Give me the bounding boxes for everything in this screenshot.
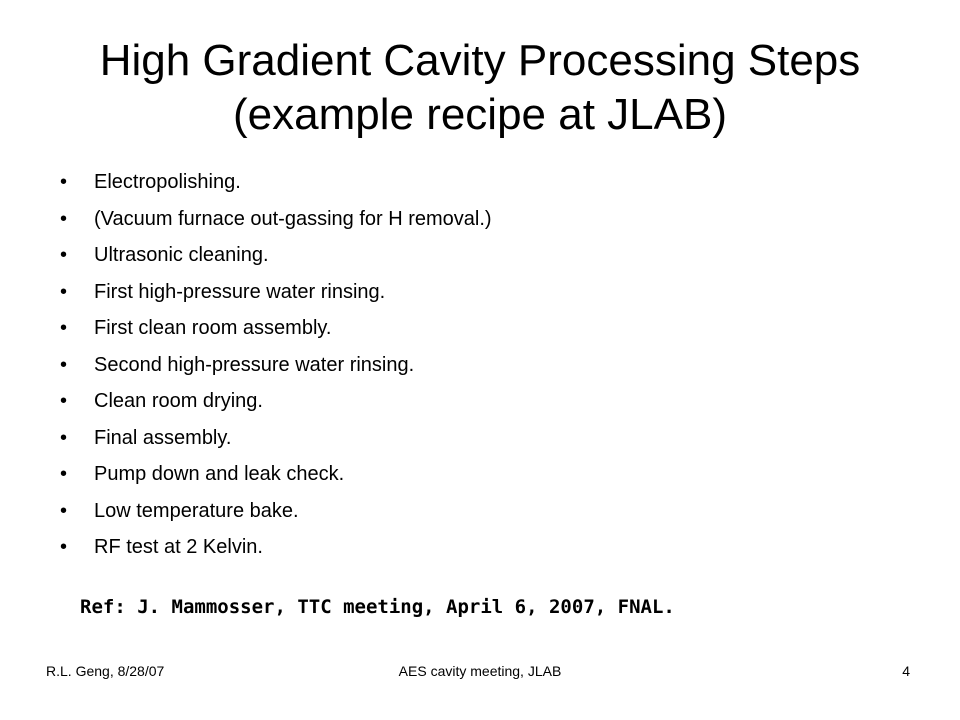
list-item (60, 499, 920, 536)
bullet-icon: • (60, 463, 68, 485)
bullet-icon: • (60, 499, 68, 522)
list-item-text: Clean room drying. (94, 390, 263, 412)
list-item-text: First high-pressure water rinsing. (94, 280, 386, 303)
bullet-icon: • (60, 426, 68, 449)
list-item-text: (Vacuum furnace out-gassing for H removal.) (94, 207, 492, 230)
list-item-text: RF test at 2 Kelvin. (94, 536, 263, 558)
slide-title-line-2: (example recipe at JLAB) (233, 90, 727, 139)
bullet-icon: • (60, 244, 68, 266)
list-item (60, 462, 920, 499)
slide-title-line-1: High Gradient Cavity Processing Steps (99, 36, 861, 85)
list-item-text: Electropolishing. (94, 171, 241, 193)
list-item-text: Ultrasonic cleaning. (94, 244, 269, 266)
list-item (60, 280, 920, 317)
list-item (60, 353, 920, 390)
slide-title (0, 34, 960, 142)
list-item-text: Second high-pressure water rinsing. (94, 353, 415, 376)
bullet-icon: • (60, 207, 68, 230)
bullet-icon: • (60, 353, 68, 376)
bullet-icon: • (60, 317, 68, 339)
list-item (60, 426, 920, 463)
bullet-icon: • (60, 536, 68, 558)
processing-steps-list (60, 170, 920, 572)
list-item (60, 535, 920, 572)
bullet-icon: • (60, 390, 68, 412)
list-item (60, 316, 920, 353)
list-item (60, 207, 920, 244)
footer-author-date: R.L. Geng, 8/28/07 (46, 663, 165, 679)
list-item-text: Low temperature bake. (94, 499, 299, 522)
list-item-text: First clean room assembly. (94, 317, 332, 339)
footer-event: AES cavity meeting, JLAB (398, 663, 562, 679)
bullet-icon: • (60, 171, 68, 193)
list-item (60, 243, 920, 280)
list-item-text: Final assembly. (94, 426, 232, 449)
list-item (60, 389, 920, 426)
list-item (60, 170, 920, 207)
bullet-icon: • (60, 280, 68, 303)
footer-page-number: 4 (902, 663, 910, 679)
list-item-text: Pump down and leak check. (94, 463, 345, 485)
reference-citation: Ref: J. Mammosser, TTC meeting, April 6, 2007, FNAL. (80, 596, 675, 618)
